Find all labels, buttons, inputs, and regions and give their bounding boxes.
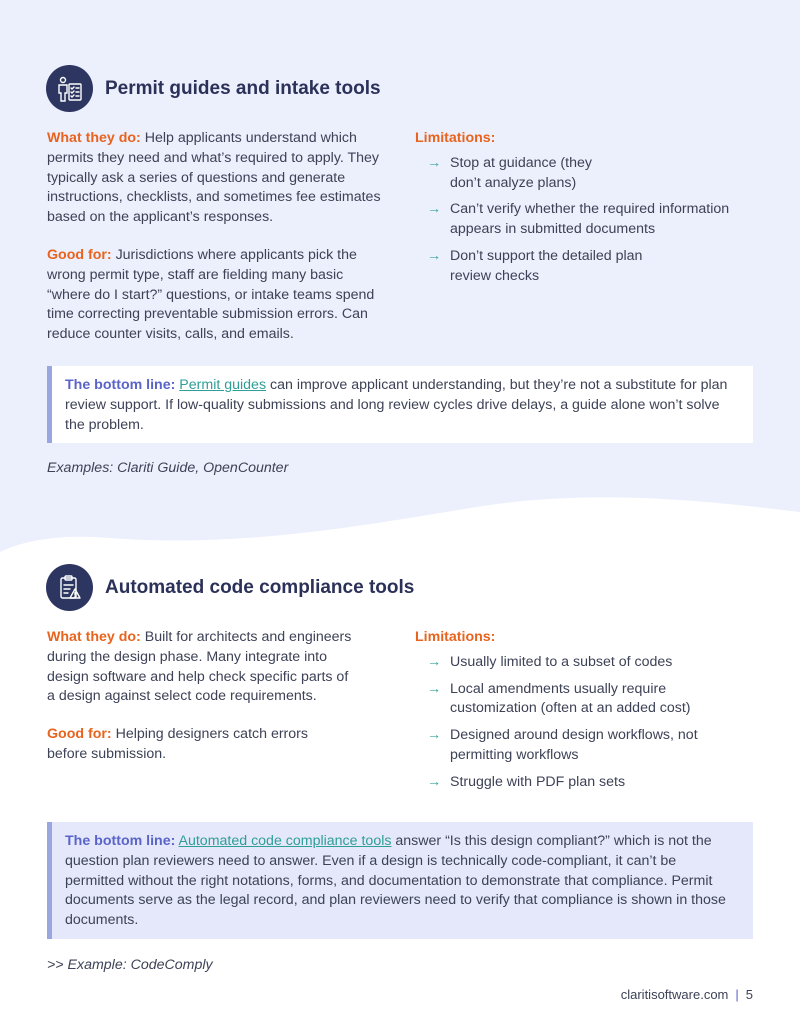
good-for-text: Helping designers catch errors before submission.	[47, 726, 308, 762]
limitations-title: Limitations:	[415, 130, 496, 146]
limitation-text: Usually limited to a subset of codes	[450, 653, 673, 670]
limitation-item	[415, 653, 760, 673]
arrow-right-icon: →	[427, 773, 442, 790]
bottom-line-text: answer “Is this design compliant?” which is not the question plan reviewers need to answer. Even if a design is technically code-compliant, it can’t be permitted without the right notations, forms, and documentation to demonstrate that compliance. Permit documents serve as the legal record, and plan reviewers need to verify that compliance is shown in those documents.	[65, 833, 726, 929]
good-for-paragraph	[47, 246, 387, 345]
limitation-text: Can’t verify whether the required information appears in submitted documents	[450, 201, 730, 238]
good-for-paragraph	[47, 725, 327, 765]
limitation-text: Designed around design workflows, not permitting workflows	[450, 727, 698, 763]
limitation-item	[415, 680, 750, 720]
limitation-text: Local amendments usually require customization (often at an added cost)	[450, 680, 691, 717]
what-they-do-text: Help applicants understand which permits they need and what’s required to apply. They typically ask a series of questions and generate instructions, checklists, and sometimes fee estimates based on the applicant’s responses.	[47, 130, 381, 226]
footer-site: claritisoftware.com	[620, 987, 729, 1002]
good-for-text: Jurisdictions where applicants pick the wrong permit type, staff are fielding many basic “where do I start?” questions, or intake teams spend time correcting preventable submission errors. Can reduce counter visits, calls, and emails.	[47, 246, 375, 343]
what-they-do-paragraph	[47, 628, 357, 707]
what-they-do-text: Built for architects and engineers during the design phase. Many integrate into design software and help check specific parts of a design against select code requirements.	[47, 629, 352, 705]
limitation-item	[415, 773, 760, 793]
limitations-list	[415, 154, 760, 287]
section-1-title: Permit guides and intake tools	[105, 77, 381, 99]
good-for-label: Good for:	[47, 246, 112, 263]
limitations-list	[415, 653, 760, 793]
arrow-right-icon: →	[427, 247, 442, 264]
page-number: 5	[745, 987, 753, 1002]
limitation-item	[415, 154, 610, 194]
code-compliance-tools-link[interactable]: Automated code compliance tools	[178, 833, 392, 849]
section-1-description	[47, 129, 387, 363]
bottom-line-callout-2	[47, 822, 753, 939]
section-2-description	[47, 628, 357, 783]
bottom-line-callout-1	[47, 366, 753, 443]
arrow-right-icon: →	[427, 154, 442, 171]
bottom-line-label: The bottom line:	[65, 833, 176, 849]
section-2-examples: >> Example: CodeComply	[47, 957, 213, 973]
page-footer	[621, 987, 753, 1002]
section-1-limitations	[415, 129, 760, 294]
footer-separator: |	[735, 987, 739, 1002]
arrow-right-icon: →	[427, 653, 442, 670]
limitation-item	[415, 200, 760, 240]
arrow-right-icon: →	[427, 201, 442, 218]
what-they-do-label: What they do:	[47, 629, 141, 645]
limitation-text: Struggle with PDF plan sets	[450, 773, 626, 790]
bottom-line-label: The bottom line:	[65, 377, 176, 393]
bottom-line-text: can improve applicant understanding, but they’re not a substitute for plan review support. If low-quality submissions and long review cycles drive delays, a guide alone won’t solve the problem.	[65, 377, 728, 433]
limitation-item	[415, 247, 665, 287]
section-1-header	[46, 65, 381, 112]
limitation-text: Stop at guidance (they don’t analyze plans)	[450, 154, 592, 191]
limitations-title: Limitations:	[415, 629, 496, 645]
section-1-examples: Examples: Clariti Guide, OpenCounter	[47, 460, 289, 476]
permit-guides-link[interactable]: Permit guides	[179, 377, 267, 393]
person-checklist-icon	[46, 65, 93, 112]
limitation-item	[415, 726, 730, 766]
arrow-right-icon: →	[427, 727, 442, 744]
section-2-title: Automated code compliance tools	[105, 576, 415, 598]
what-they-do-label: What they do:	[47, 130, 141, 146]
clipboard-warning-icon	[46, 564, 93, 611]
arrow-right-icon: →	[427, 680, 442, 697]
section-2-header	[46, 564, 414, 611]
good-for-label: Good for:	[47, 726, 112, 743]
what-they-do-paragraph	[47, 129, 387, 228]
section-2-limitations	[415, 628, 760, 800]
limitation-text: Don’t support the detailed plan review checks	[450, 247, 643, 284]
